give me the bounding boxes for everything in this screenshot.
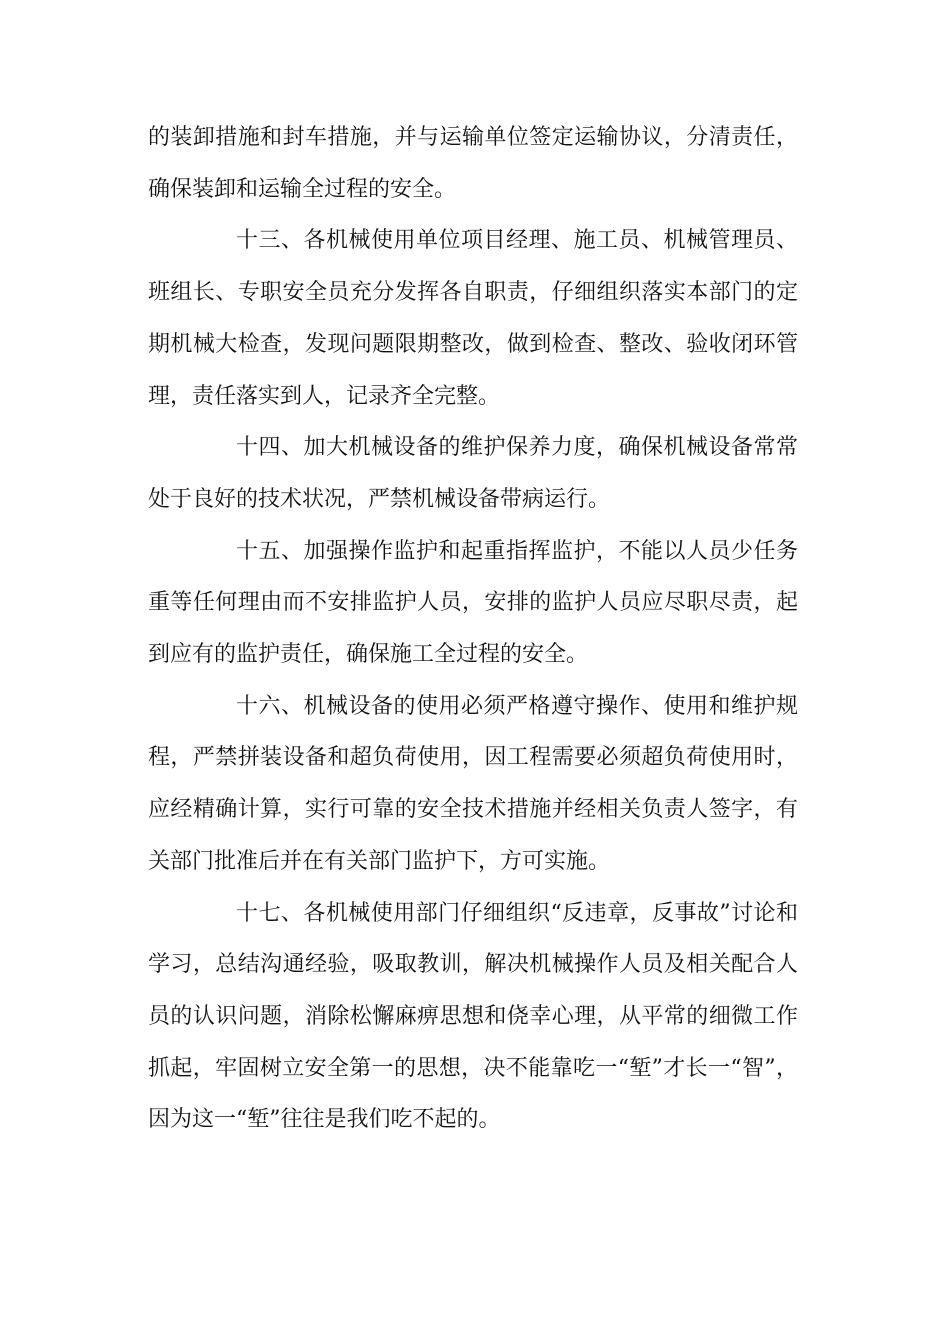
paragraph-item-14: 十四、加大机械设备的维护保养力度，确保机械设备常常处于良好的技术状况，严禁机械设备带病运行。 — [148, 435, 798, 512]
document-body — [148, 112, 798, 1146]
paragraph-continued: 的装卸措施和封车措施，并与运输单位签定运输协议，分清责任，确保装卸和运输全过程的安全。 — [148, 125, 798, 202]
paragraph-item-15: 十五、加强操作监护和起重指挥监护，不能以人员少任务重等任何理由而不安排监护人员，安排的监护人员应尽职尽责，起到应有的监护责任，确保施工全过程的安全。 — [148, 538, 798, 668]
paragraph-item-17: 十七、各机械使用部门仔细组织“反违章，反事故”讨论和学习，总结沟通经验，吸取教训，解决机械操作人员及相关配合人员的认识问题，消除松懈麻痹思想和侥幸心理，从平常的细微工作抓起，牢固树立安全第一的思想，决不能靠吃一“堑”才长一“智”，因为这一“堑”往往是我们吃不起的。 — [148, 900, 798, 1133]
paragraph-item-16: 十六、机械设备的使用必须严格遵守操作、使用和维护规程，严禁拼装设备和超负荷使用，因工程需要必须超负荷使用时，应经精确计算，实行可靠的安全技术措施并经相关负责人签字，有关部门批准后并在有关部门监护下，方可实施。 — [148, 693, 798, 874]
paragraph-item-13: 十三、各机械使用单位项目经理、施工员、机械管理员、班组长、专职安全员充分发挥各自职责，仔细组织落实本部门的定期机械大检查，发现问题限期整改，做到检查、整改、验收闭环管理，责任落实到人，记录齐全完整。 — [148, 228, 798, 409]
